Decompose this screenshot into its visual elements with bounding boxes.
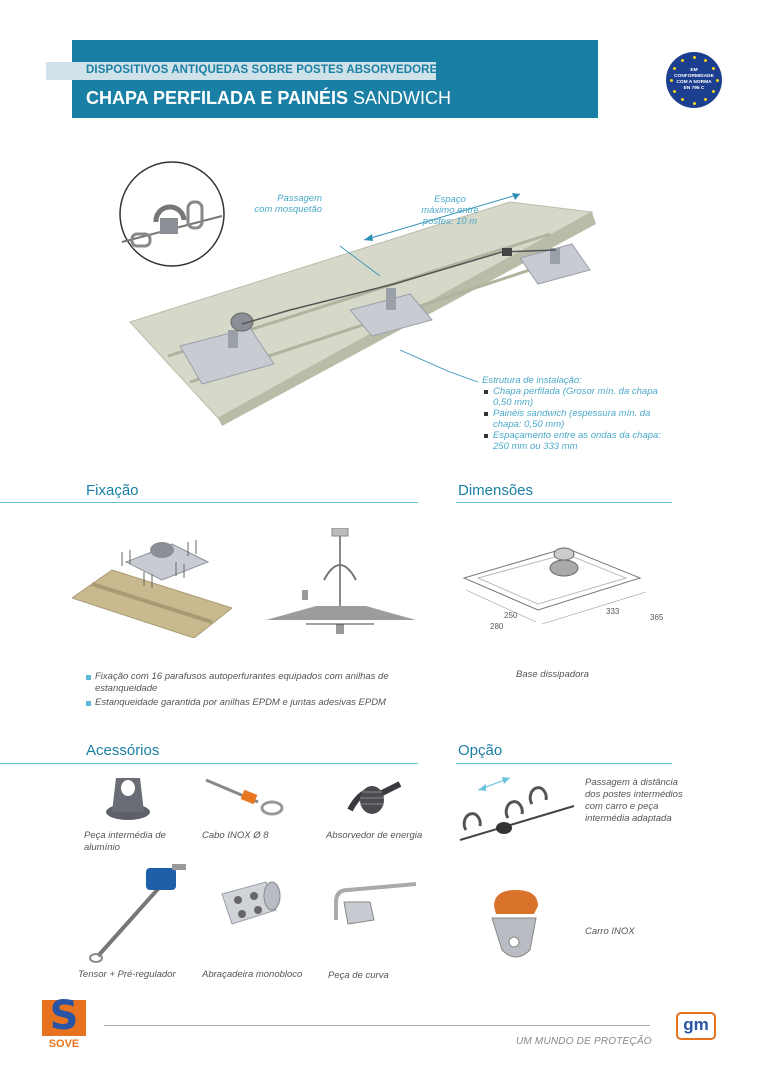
bullet-item: Fixação com 16 parafusos autoperfurantes equipados com anilhas de estanqueidade (86, 671, 416, 695)
section-divider (456, 502, 672, 503)
structure-item: Chapa perfilada (Grosor mín. da chapa 0,50 mm) (484, 386, 672, 408)
curve-piece-image (330, 880, 418, 930)
fixacao-bullets (86, 671, 416, 711)
conformity-badge (666, 52, 722, 108)
dim-label: 333 (606, 607, 620, 616)
badge-star (693, 56, 696, 59)
badge-star (693, 102, 696, 105)
accessory-label: Tensor + Pré-regulador (78, 969, 176, 980)
accessory-label: Peça intermédia de alumínio (84, 830, 166, 853)
badge-star (704, 98, 707, 101)
option-carriage-caption: Carro INOX (585, 926, 635, 937)
header-subtitle: DISPOSITIVOS ANTIQUEDAS SOBRE POSTES ABSORVEDORES (86, 64, 446, 76)
badge-star (681, 59, 684, 62)
note-espaco: Espaço máximo entre postes: 10 m (421, 194, 479, 227)
fixing-screws-illustration (72, 522, 232, 638)
inox-carriage-image (486, 884, 544, 966)
badge-star (673, 67, 676, 70)
energy-absorber-image (344, 776, 406, 820)
dim-label: 365 (650, 613, 664, 622)
inox-cable-image (202, 776, 288, 818)
fixing-section-illustration (266, 528, 416, 640)
page-title: CHAPA PERFILADA E PAINÉIS SANDWICH (86, 88, 452, 108)
accessory-label: Abraçadeira monobloco (202, 969, 303, 980)
clamp-image (212, 874, 284, 934)
badge-star (673, 90, 676, 93)
badge-star (670, 79, 673, 82)
remote-passage-image (456, 770, 580, 852)
intermediate-piece-image (104, 772, 152, 822)
header-banner (72, 40, 598, 118)
dim-label: 280 (490, 622, 504, 631)
base-plate-drawing (456, 534, 666, 638)
section-title-fixacao: Fixação (86, 482, 139, 499)
gm-logo (676, 1012, 716, 1040)
gm-logo-text: gm (683, 1015, 709, 1034)
structure-item: Espaçamento entre as ondas da chapa: 250 mm ou 333 mm (484, 430, 672, 452)
sove-logo-text: SOVE (48, 1038, 80, 1050)
footer-divider (104, 1025, 650, 1026)
option-passage-caption: Passagem à distância dos postes intermédios com carro e peça intermédia adaptada (585, 777, 683, 824)
section-divider (456, 763, 672, 764)
badge-star (716, 79, 719, 82)
section-divider (0, 763, 418, 764)
tensioner-image (86, 860, 192, 964)
badge-star (681, 98, 684, 101)
header-subtitle-bar (46, 62, 446, 80)
accessory-label: Absorvedor de energia (326, 830, 423, 841)
section-title-dimensoes: Dimensões (458, 482, 534, 499)
sove-logo: S SOVE (42, 1000, 86, 1052)
section-title-acessorios: Acessórios (86, 742, 160, 759)
structure-item: Painéis sandwich (espessura mín. da chapa: 0,50 mm) (484, 408, 672, 430)
badge-text: EM CONFORMIDADE COM A NORMA EN 795 C (674, 68, 714, 91)
base-plate-caption: Base dissipadora (516, 669, 589, 680)
accessory-label: Peça de curva (328, 970, 389, 981)
bullet-item: Estanqueidade garantida por anilhas EPDM e juntas adesivas EPDM (86, 697, 416, 709)
badge-star (704, 59, 707, 62)
badge-star (712, 90, 715, 93)
section-divider (0, 502, 418, 503)
dim-label: 250 (504, 611, 518, 620)
note-passagem: Passagem com mosquetão (254, 193, 322, 215)
accessory-label: Cabo INOX Ø 8 (202, 830, 269, 841)
footer-tagline: UM MUNDO DE PROTEÇÃO (516, 1036, 652, 1047)
note-estrutura: Estrutura de instalação: Chapa perfilada (Grosor mín. da chapa 0,50 mm) Painéis sandwich (espessura mín. da chapa: 0,50 mm) Espaçamento entre as ondas da chapa: 250 mm ou 333 mm (482, 375, 672, 452)
section-title-opcao: Opção (458, 742, 503, 759)
